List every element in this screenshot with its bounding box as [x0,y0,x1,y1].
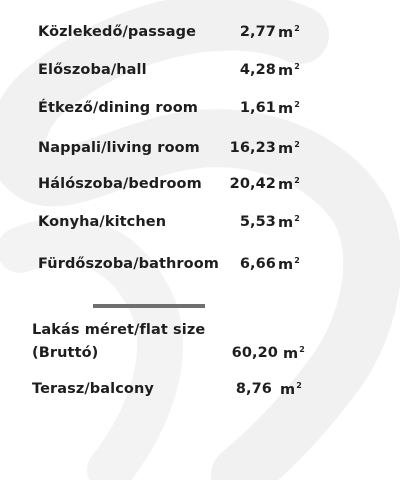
area-unit: $m^2$ [278,214,300,231]
flat-size-row [0,345,400,365]
room-row [0,176,400,196]
flat-size-label: Lakás méret/flat size [32,322,206,338]
room-row [0,256,400,276]
balcony-label: Terasz/balcony [32,381,154,397]
area-unit: $m^2$ [278,256,300,273]
area-unit: $m^2$ [278,62,300,79]
room-area-value: 16,23 [229,140,276,156]
room-label: Hálószoba/bedroom [38,176,202,192]
room-label: Étkező/dining room [38,100,198,116]
flat-size-value: 60,20 [231,345,278,361]
room-area-value: 1,61 [239,100,276,116]
flat-size-label-row [0,322,400,342]
area-unit: $m^2$ [278,24,300,41]
room-area-value: 5,53 [239,214,276,230]
room-area-value: 2,77 [239,24,276,40]
room-row [0,62,400,82]
area-unit: $m^2$ [280,381,302,398]
balcony-area-value: 8,76 [235,381,272,397]
room-row [0,100,400,120]
room-row [0,24,400,44]
room-label: Közlekedő/passage [38,24,197,40]
divider-line [93,304,205,308]
area-unit: $m^2$ [278,140,300,157]
room-area-value: 20,42 [229,176,276,192]
room-label: Fürdőszoba/bathroom [38,256,219,272]
room-area-value: 4,28 [239,62,276,78]
room-label: Előszoba/hall [38,62,147,78]
room-row [0,140,400,160]
room-area-value: 6,66 [239,256,276,272]
balcony-row [0,381,400,401]
room-label: Nappali/living room [38,140,200,156]
flat-size-gross-label: (Bruttó) [32,345,99,361]
area-unit: $m^2$ [283,345,305,362]
room-row [0,214,400,234]
room-label: Konyha/kitchen [38,214,167,230]
area-unit: $m^2$ [278,100,300,117]
area-unit: $m^2$ [278,176,300,193]
